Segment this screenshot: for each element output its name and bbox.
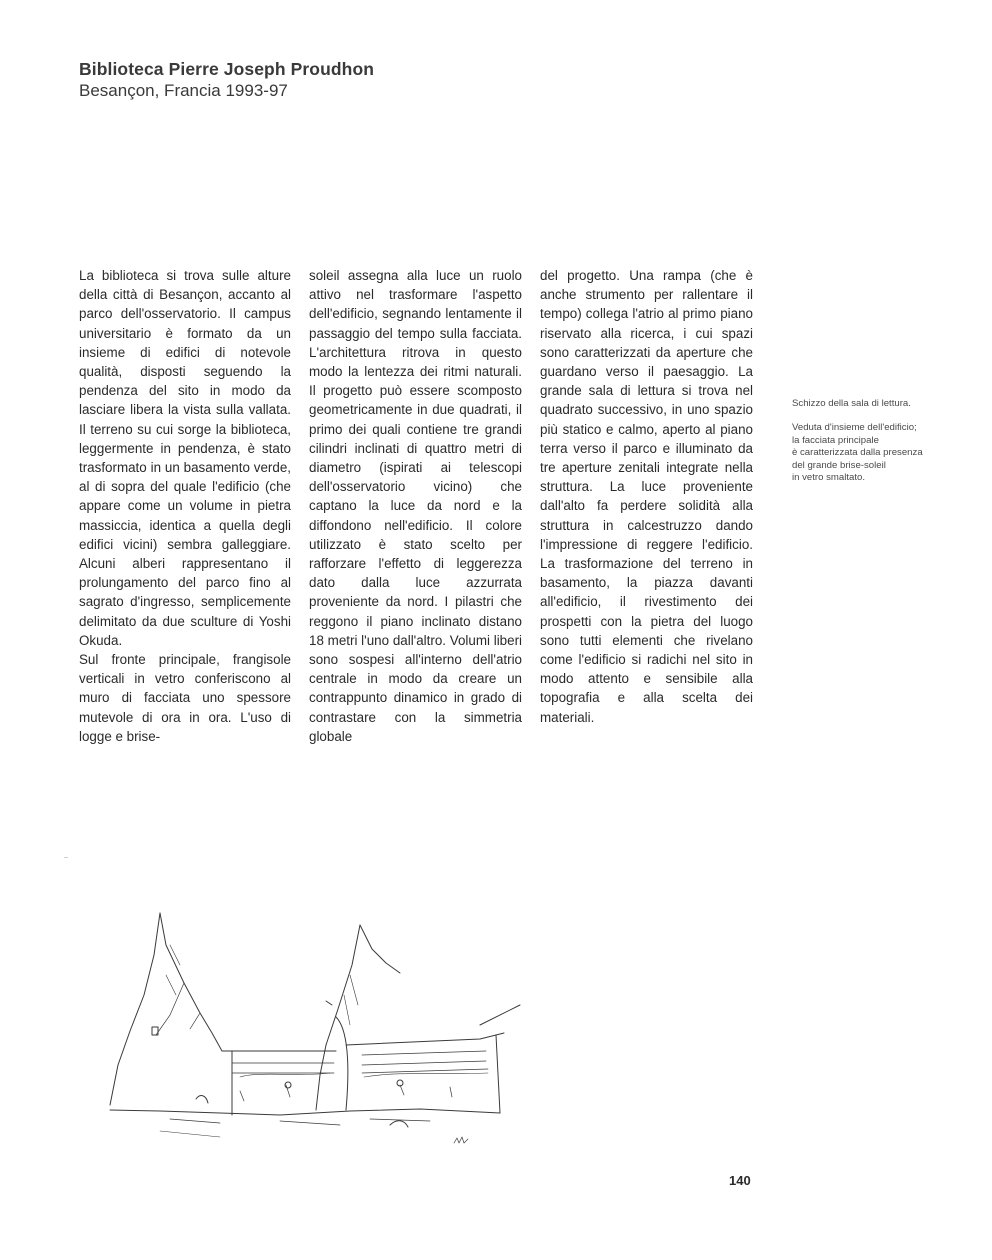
page-header [79, 58, 374, 102]
caption-sketch: Schizzo della sala di lettura. [792, 398, 911, 409]
page-number: 140 [729, 1173, 751, 1188]
page-title: Biblioteca Pierre Joseph Proudhon [79, 59, 375, 79]
column-1-paragraph-2: Sul fronte principale, frangisole verticali in vetro conferiscono al muro di facciata uno spessore mutevole di ora in ora. L'uso di logge e brise- [79, 652, 291, 744]
column-3-paragraph: del progetto. Una rampa (che è anche strumento per rallentare il tempo) collega l'atrio al primo piano riservato alla ricerca, i cui spazi sono caratterizzati da aperture che guardano verso il paesaggio. La grande sala di lettura si trova nel quadrato successivo, in uno spazio più statico e calmo, aperto al piano terra verso il parco e illuminato da tre aperture zenitali integrate nella struttura. La luce proveniente dall'alto fa perdere solidità alla struttura in calcestruzzo dando l'impressione di reggere l'edificio. La trasformazione del terreno in basamento, la piazza davanti all'edificio, il rivestimento dei prospetti con la pietra del luogo sono tutti elementi che rivelano come l'edificio si radichi nel sito in modo attento e sensibile alla topografia e alla scelta dei materiali. [540, 268, 753, 725]
text-column-3 [540, 266, 753, 727]
reading-room-sketch [100, 905, 530, 1150]
scan-speck [64, 857, 68, 858]
page-subtitle: Besançon, Francia 1993-97 [79, 81, 288, 100]
side-captions [792, 398, 952, 496]
column-2-paragraph: soleil assegna alla luce un ruolo attivo nel trasformare l'aspetto dell'edificio, segnando lentamente il passaggio del tempo sulla facciata. L'architettura ritrova in questo modo la lentezza dei ritmi naturali. Il progetto può essere scomposto geometricamente in due quadrati, il primo dei quali contiene tre grandi cilindri inclinati di quattro metri di diametro (ispirati ai telescopi dell'osservatorio vicino) che captano la luce da nord e la diffondono nell'edificio. Il colore utilizzato è stato scelto per rafforzare l'effetto di leggerezza dato dalla luce azzurrata proveniente da nord. I pilastri che reggono il piano inclinato distano 18 metri l'uno dall'altro. Volumi liberi sono sospesi all'interno dell'atrio centrale in modo da creare un contrappunto dinamico in grado di contrastare con la simmetria globale [309, 268, 522, 744]
caption-overview: Veduta d'insieme dell'edificio; la facciata principale è caratterizzata dalla presenza del grande brise-soleil in vetro smaltato. [792, 422, 923, 484]
column-1-paragraph-1: La biblioteca si trova sulle alture della città di Besançon, accanto al parco dell'osservatorio. Il campus universitario è formato da un insieme di edifici di notevole qualità, disposti seguendo la pendenza del sito in modo da lasciare libera la vista sulla vallata. Il terreno su cui sorge la biblioteca, leggermente in pendenza, è stato trasformato in un basamento verde, al di sopra del quale l'edificio (che appare come un volume in pietra massiccia, identica a quella degli edifici vicini) sembra galleggiare. Alcuni alberi rappresentano il prolungamento del parco fino al sagrato d'ingresso, semplicemente delimitato da due sculture di Yoshi Okuda. [79, 268, 291, 648]
text-column-2 [309, 266, 522, 746]
text-column-1 [79, 266, 291, 746]
